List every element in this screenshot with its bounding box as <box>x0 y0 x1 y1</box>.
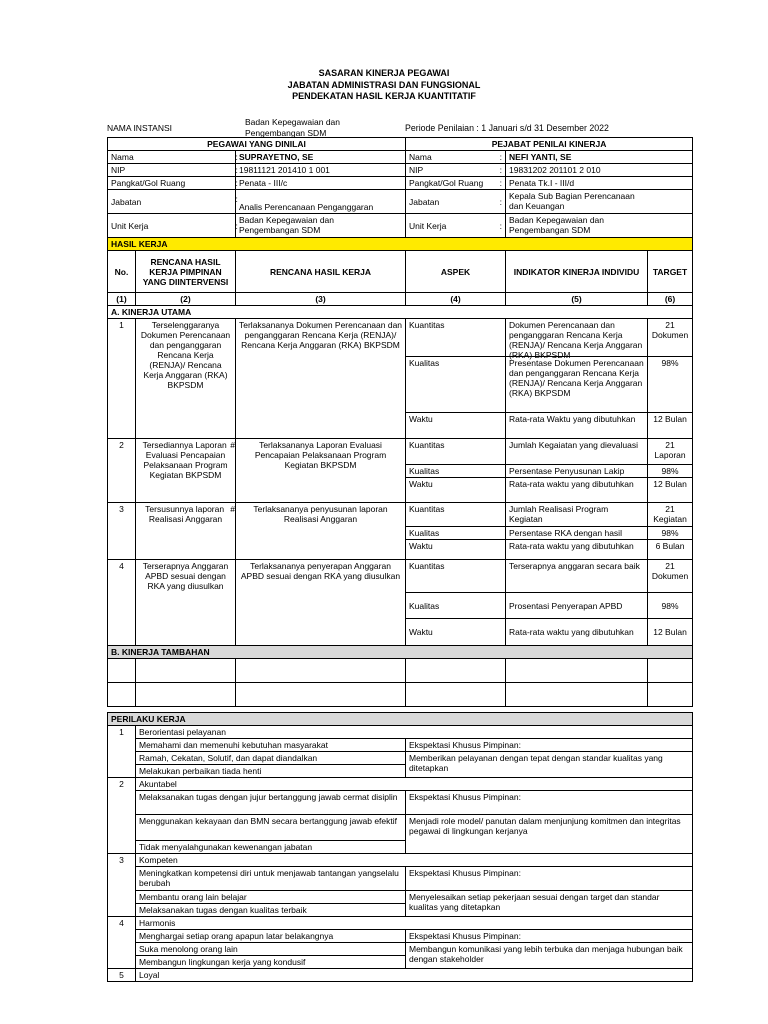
item-pimpinan: # Tersediannya Laporan Evaluasi Pencapaian Pelaksanaan Program Kegiatan BKPSDM <box>136 439 236 503</box>
item-indikator: Prosentasi Penyerapan APBD <box>506 593 648 619</box>
table-row <box>108 560 693 593</box>
instansi-value: Badan Kepegawaian dan Pengembangan SDM <box>245 117 340 138</box>
item-no: 3 <box>108 503 136 560</box>
ekspektasi-label: Ekspektasi Khusus Pimpinan: <box>406 867 693 891</box>
item-rhk: Terlaksananya Laporan Evaluasi Pencapaian Pelaksanaan Program Kegiatan BKPSDM <box>236 439 406 503</box>
list-item <box>108 969 693 982</box>
col-num-2: (2) <box>136 293 236 306</box>
list-item <box>108 943 693 956</box>
item-indikator: Rata-rata waktu yang dibutuhkan <box>506 540 648 560</box>
empty-cell <box>406 683 506 707</box>
table-row <box>108 319 693 357</box>
perilaku-item: Membangun lingkungan kerja yang kondusif <box>136 956 406 969</box>
list-item <box>108 739 693 752</box>
item-target: 12 Bulan <box>648 619 693 646</box>
perilaku-title: Loyal <box>136 969 693 982</box>
perilaku-item: Suka menolong orang lain <box>136 943 406 956</box>
empty-cell <box>406 659 506 683</box>
perilaku-item: Melakukan perbaikan tiada henti <box>136 765 406 778</box>
col-num-4: (4) <box>406 293 506 306</box>
item-aspek: Waktu <box>406 619 506 646</box>
item-aspek: Kuantitas <box>406 319 506 357</box>
ekspektasi-label: Ekspektasi Khusus Pimpinan: <box>406 791 693 815</box>
list-item <box>108 778 693 791</box>
item-aspek: Kualitas <box>406 527 506 540</box>
penilai-unit: Badan Kepegawaian dan Pengembangan SDM <box>506 214 693 238</box>
list-item <box>108 867 693 891</box>
penilai-pangkat-row: Pangkat/Gol Ruang : <box>406 177 506 190</box>
perilaku-no: 2 <box>108 778 136 854</box>
document-title <box>0 68 768 103</box>
table-row <box>108 439 693 465</box>
title-line-3: PENDEKATAN HASIL KERJA KUANTITATIF <box>292 91 476 101</box>
item-target: 98% <box>648 527 693 540</box>
perilaku-title: Berorientasi pelayanan <box>136 726 693 739</box>
ekspektasi-text: Memberikan pelayanan dengan tepat dengan standar kualitas yang ditetapkan <box>406 752 693 778</box>
empty-cell <box>136 683 236 707</box>
pegawai-pangkat-row: Pangkat/Gol Ruang : <box>108 177 236 190</box>
col-num-5: (5) <box>506 293 648 306</box>
penilai-nama-row: Nama : <box>406 151 506 164</box>
item-rhk: Terlaksananya penyerapan Anggaran APBD sesuai dengan RKA yang diusulkan <box>236 560 406 646</box>
list-item <box>108 930 693 943</box>
item-indikator: Jumlah Kegaiatan yang dievaluasi <box>506 439 648 465</box>
perilaku-item: Tidak menyalahgunakan kewenangan jabatan <box>136 841 406 854</box>
perilaku-item: Menggunakan kekayaan dan BMN secara bertanggung jawab efektif <box>136 815 406 841</box>
perilaku-title: Harmonis <box>136 917 693 930</box>
pegawai-unit: Badan Kepegawaian dan Pengembangan SDM <box>236 214 406 238</box>
pegawai-nip: 19811121 201410 1 001 <box>236 164 406 177</box>
list-item <box>108 752 693 765</box>
item-target: 12 Bulan <box>648 413 693 439</box>
item-indikator: Persentase Penyusunan Lakip <box>506 465 648 478</box>
item-aspek: Waktu <box>406 478 506 503</box>
item-indikator: Jumlah Realisasi Program Kegiatan <box>506 503 648 527</box>
pegawai-nip-row: NIP : <box>108 164 236 177</box>
item-indikator: Rata-rata waktu yang dibutuhkan <box>506 619 648 646</box>
col-num-6: (6) <box>648 293 693 306</box>
item-aspek: Kualitas <box>406 357 506 413</box>
table-row <box>108 503 693 527</box>
title-line-1: SASARAN KINERJA PEGAWAI <box>318 68 450 78</box>
pegawai-unit-row: Unit Kerja : <box>108 214 236 238</box>
table-row <box>108 659 693 683</box>
perilaku-item: Ramah, Cekatan, Solutif, dan dapat diandalkan <box>136 752 406 765</box>
pegawai-jabatan: Analis Perencanaan Penganggaran <box>236 190 406 214</box>
item-no: 2 <box>108 439 136 503</box>
empty-cell <box>506 683 648 707</box>
list-item <box>108 815 693 841</box>
item-rhk: Terlaksananya Dokumen Perencanaan dan penganggaran Rencana Kerja (RENJA)/ Rencana Kerja Anggaran (RKA) BKPSDM <box>236 319 406 439</box>
perilaku-kerja-heading: PERILAKU KERJA <box>108 713 693 726</box>
list-item <box>108 891 693 904</box>
item-aspek: Kualitas <box>406 465 506 478</box>
empty-cell <box>136 659 236 683</box>
penilai-unit-row: Unit Kerja : <box>406 214 506 238</box>
empty-cell <box>236 683 406 707</box>
col-target: TARGET <box>648 251 693 293</box>
col-no: No. <box>108 251 136 293</box>
penilai-jabatan: Kepala Sub Bagian Perencanaan dan Keuangan <box>506 190 693 214</box>
ekspektasi-text: Menyelesaikan setiap pekerjaan sesuai dengan target dan standar kualitas yang ditetapkan <box>406 891 693 917</box>
skp-main-table <box>107 137 693 707</box>
item-target: 98% <box>648 357 693 413</box>
item-indikator: Rata-rata waktu yang dibutuhkan <box>506 478 648 503</box>
perilaku-title: Kompeten <box>136 854 693 867</box>
item-aspek: Kuantitas <box>406 503 506 527</box>
pegawai-nama-row: Nama : <box>108 151 236 164</box>
item-target: 98% <box>648 465 693 478</box>
pegawai-heading: PEGAWAI YANG DINILAI <box>108 138 406 151</box>
item-no: 4 <box>108 560 136 646</box>
col-indikator: INDIKATOR KINERJA INDIVIDU <box>506 251 648 293</box>
penilai-nip: 19831202 201101 2 010 <box>506 164 693 177</box>
item-pimpinan: Terselenggaranya Dokumen Perencanaan dan penganggaran Rencana Kerja (RENJA)/ Rencana Kerja Anggaran (RKA) BKPSDM <box>136 319 236 439</box>
kinerja-utama-heading: A. KINERJA UTAMA <box>108 306 693 319</box>
item-target: 6 Bulan <box>648 540 693 560</box>
perilaku-item: Melaksanakan tugas dengan jujur bertanggung jawab cermat disiplin <box>136 791 406 815</box>
list-item <box>108 917 693 930</box>
item-pimpinan: # Tersusunnya laporan Realisasi Anggaran <box>136 503 236 560</box>
penilai-pangkat: Penata Tk.I - III/d <box>506 177 693 190</box>
ekspektasi-label: Ekspektasi Khusus Pimpinan: <box>406 739 693 752</box>
item-indikator: Persentase RKA dengan hasil <box>506 527 648 540</box>
empty-cell <box>108 659 136 683</box>
item-indikator: Presentase Dokumen Perencanaan dan penganggaran Rencana Kerja (RENJA)/ Rencana Kerja Anggaran (RKA) BKPSDM <box>506 357 648 413</box>
title-line-2: JABATAN ADMINISTRASI DAN FUNGSIONAL <box>287 79 481 90</box>
item-target: 21 Dokumen <box>648 560 693 593</box>
ekspektasi-text: Membangun komunikasi yang lebih terbuka dan menjaga hubungan baik dengan stakeholder <box>406 943 693 969</box>
item-aspek: Kuantitas <box>406 560 506 593</box>
perilaku-no: 4 <box>108 917 136 969</box>
item-target: 21 Kegiatan <box>648 503 693 527</box>
col-rhk: RENCANA HASIL KERJA <box>236 251 406 293</box>
item-target: 98% <box>648 593 693 619</box>
ekspektasi-text: Menjadi role model/ panutan dalam menjunjung komitmen dan integritas pegawai di lingkungan kerjanya <box>406 815 693 854</box>
empty-cell <box>236 659 406 683</box>
list-item <box>108 726 693 739</box>
instansi-label: NAMA INSTANSI <box>107 123 173 133</box>
item-indikator: Rata-rata Waktu yang dibutuhkan <box>506 413 648 439</box>
item-indikator: Terserapnya anggaran secara baik <box>506 560 648 593</box>
penilai-nip-row: NIP : <box>406 164 506 177</box>
perilaku-item: Membantu orang lain belajar <box>136 891 406 904</box>
pegawai-nama: SUPRAYETNO, SE <box>236 151 406 164</box>
perilaku-no: 3 <box>108 854 136 917</box>
item-aspek: Kuantitas <box>406 439 506 465</box>
perilaku-title: Akuntabel <box>136 778 693 791</box>
table-row <box>108 683 693 707</box>
item-indikator: Dokumen Perencanaan dan penganggaran Rencana Kerja (RENJA)/ Rencana Kerja Anggaran (RKA) BKPSDM <box>506 319 648 357</box>
periode-penilaian: Periode Penilaian : 1 Januari s/d 31 Desember 2022 <box>405 123 609 133</box>
kinerja-tambahan-heading: B. KINERJA TAMBAHAN <box>108 646 693 659</box>
empty-cell <box>108 683 136 707</box>
perilaku-no: 1 <box>108 726 136 778</box>
item-target: 21 Laporan <box>648 439 693 465</box>
item-target: 21 Dokumen <box>648 319 693 357</box>
item-pimpinan: Terserapnya Anggaran APBD sesuai dengan RKA yang diusulkan <box>136 560 236 646</box>
item-aspek: Waktu <box>406 413 506 439</box>
item-aspek: Kualitas <box>406 593 506 619</box>
item-rhk: Terlaksananya penyusunan laporan Realisasi Anggaran <box>236 503 406 560</box>
perilaku-item: Melaksanakan tugas dengan kualitas terbaik <box>136 904 406 917</box>
empty-cell <box>648 659 693 683</box>
penilai-jabatan-row: Jabatan : <box>406 190 506 214</box>
hasil-kerja-heading: HASIL KERJA <box>108 238 693 251</box>
col-aspek: ASPEK <box>406 251 506 293</box>
empty-cell <box>648 683 693 707</box>
perilaku-item: Meningkatkan kompetensi diri untuk menjawab tantangan yangselalu berubah <box>136 867 406 891</box>
list-item <box>108 791 693 815</box>
perilaku-item: Menghargai setiap orang apapun latar belakangnya <box>136 930 406 943</box>
col-num-3: (3) <box>236 293 406 306</box>
perilaku-kerja-table <box>107 712 693 982</box>
ekspektasi-label: Ekspektasi Khusus Pimpinan: <box>406 930 693 943</box>
perilaku-item: Memahami dan memenuhi kebutuhan masyarakat <box>136 739 406 752</box>
perilaku-no: 5 <box>108 969 136 982</box>
item-no: 1 <box>108 319 136 439</box>
pegawai-jabatan-row: Jabatan : <box>108 190 236 214</box>
col-num-1: (1) <box>108 293 136 306</box>
penilai-nama: NEFI YANTI, SE <box>506 151 693 164</box>
item-target: 12 Bulan <box>648 478 693 503</box>
item-aspek: Waktu <box>406 540 506 560</box>
empty-cell <box>506 659 648 683</box>
penilai-heading: PEJABAT PENILAI KINERJA <box>406 138 693 151</box>
list-item <box>108 854 693 867</box>
col-rhk-pimpinan: RENCANA HASIL KERJA PIMPINAN YANG DIINTERVENSI <box>136 251 236 293</box>
pegawai-pangkat: Penata - III/c <box>236 177 406 190</box>
